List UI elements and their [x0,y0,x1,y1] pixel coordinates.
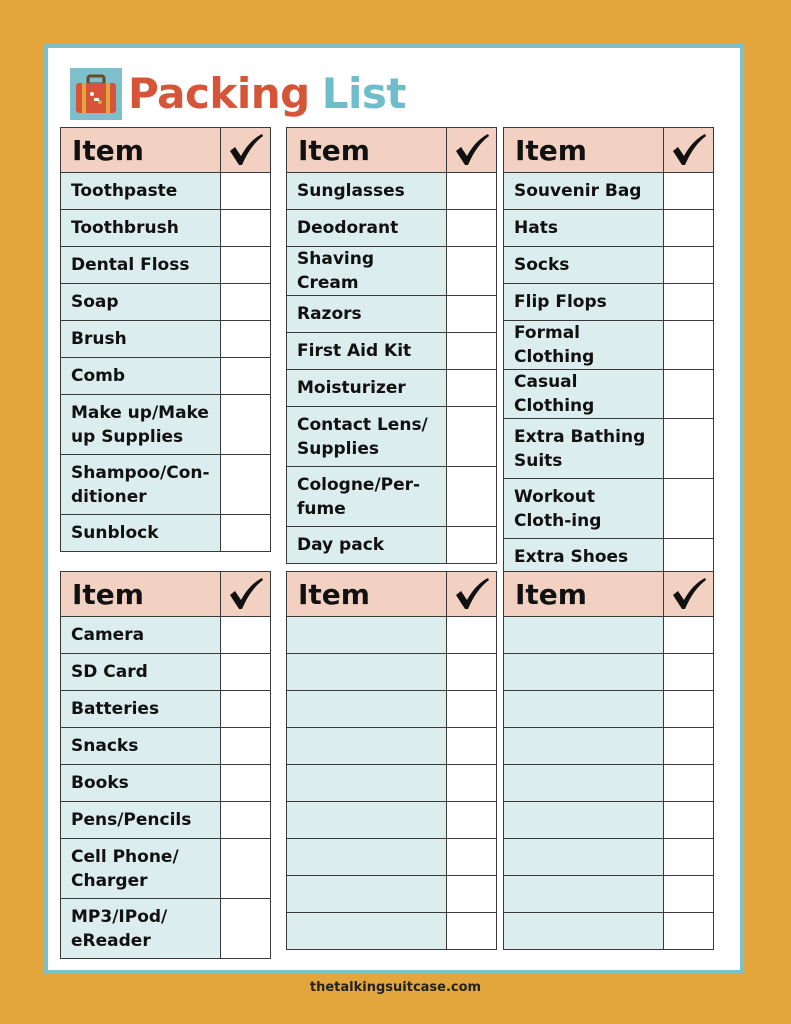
table-row [504,419,714,479]
checkmark-icon [453,576,491,612]
check-box[interactable] [221,899,271,959]
item-cell: Snacks [61,728,221,765]
table-row [61,284,271,321]
item-cell: Sunglasses [287,173,447,210]
check-box[interactable] [664,370,714,419]
table-row [504,802,714,839]
item-cell: SD Card [61,654,221,691]
packing-table-4 [60,571,271,959]
header [70,66,406,122]
table-row [287,173,497,210]
check-box[interactable] [447,765,497,802]
item-cell[interactable] [504,839,664,876]
item-cell: Toothpaste [61,173,221,210]
table-row [504,839,714,876]
page-title [128,69,406,118]
table-row [504,876,714,913]
check-box[interactable] [447,617,497,654]
table-row [61,899,271,959]
check-box[interactable] [221,765,271,802]
item-cell: Flip Flops [504,284,664,321]
checkmark-icon [670,132,708,168]
check-box[interactable] [447,210,497,247]
table-row [287,876,497,913]
item-cell[interactable] [287,691,447,728]
check-box[interactable] [447,728,497,765]
item-cell: Brush [61,321,221,358]
item-cell: Pens/Pencils [61,802,221,839]
packing-table-1 [60,127,271,552]
check-box[interactable] [447,407,497,467]
check-box[interactable] [447,173,497,210]
packing-table-5 [286,571,497,950]
table-row [287,839,497,876]
check-box[interactable] [221,691,271,728]
item-cell: Formal Clothing [504,321,664,370]
title-word-packing: Packing [128,69,310,118]
check-box[interactable] [447,333,497,370]
item-cell: Cell Phone/ Charger [61,839,221,899]
check-box[interactable] [664,419,714,479]
column-header-item: Item [287,572,447,617]
check-box[interactable] [664,284,714,321]
item-cell: Socks [504,247,664,284]
item-cell: Shampoo/Con-ditioner [61,455,221,515]
check-box[interactable] [664,802,714,839]
check-box[interactable] [221,839,271,899]
table-row [287,617,497,654]
item-cell: Camera [61,617,221,654]
table-row [61,321,271,358]
table-row [287,527,497,564]
item-cell[interactable] [287,876,447,913]
check-box[interactable] [447,802,497,839]
table-row [61,765,271,802]
item-cell: Razors [287,296,447,333]
check-box[interactable] [664,876,714,913]
check-box[interactable] [664,765,714,802]
column-header-item: Item [504,128,664,173]
table-row [504,913,714,950]
check-box[interactable] [221,654,271,691]
table-row [61,839,271,899]
check-box[interactable] [447,296,497,333]
table-row [61,654,271,691]
checkmark-icon [227,576,265,612]
item-cell: Hats [504,210,664,247]
item-cell[interactable] [504,802,664,839]
check-box[interactable] [221,515,271,552]
column-header-check [664,128,714,173]
check-box[interactable] [221,802,271,839]
table-row [504,370,714,419]
table-row [287,654,497,691]
check-box[interactable] [221,247,271,284]
packing-table-2 [286,127,497,564]
check-box[interactable] [221,617,271,654]
check-box[interactable] [221,395,271,455]
table-row [287,210,497,247]
table-row [504,765,714,802]
item-cell: Extra Bathing Suits [504,419,664,479]
table-row [504,247,714,284]
checkmark-icon [453,132,491,168]
item-cell[interactable] [504,876,664,913]
table-row [61,617,271,654]
item-cell[interactable] [504,691,664,728]
check-box[interactable] [447,654,497,691]
table-row [504,617,714,654]
title-word-list: List [321,69,406,118]
table-row [287,296,497,333]
packing-table-6 [503,571,714,950]
check-box[interactable] [447,691,497,728]
item-cell: MP3/IPod/ eReader [61,899,221,959]
check-box[interactable] [664,210,714,247]
check-box[interactable] [664,479,714,539]
table-row [504,321,714,370]
item-cell: Toothbrush [61,210,221,247]
check-box[interactable] [664,617,714,654]
item-cell: Shaving Cream [287,247,447,296]
item-cell[interactable] [504,728,664,765]
check-box[interactable] [221,728,271,765]
item-cell: First Aid Kit [287,333,447,370]
check-box[interactable] [221,455,271,515]
item-cell: Books [61,765,221,802]
check-box[interactable] [447,247,497,296]
item-cell: Souvenir Bag [504,173,664,210]
check-box[interactable] [447,839,497,876]
item-cell: Extra Shoes [504,539,664,576]
table-row [504,728,714,765]
table-row [61,802,271,839]
column-header-check [221,572,271,617]
table-row [287,728,497,765]
table-row [287,467,497,527]
check-box[interactable] [664,728,714,765]
table-row [287,691,497,728]
table-row [504,654,714,691]
table-row [504,691,714,728]
column-header-check [664,572,714,617]
item-cell[interactable] [504,913,664,950]
check-box[interactable] [221,358,271,395]
table-row [287,765,497,802]
item-cell: Make up/Make up Supplies [61,395,221,455]
table-row [61,728,271,765]
item-cell[interactable] [287,765,447,802]
column-header-check [447,572,497,617]
check-box[interactable] [221,210,271,247]
column-header-check [221,128,271,173]
column-header-check [447,128,497,173]
table-row [61,210,271,247]
item-cell: Comb [61,358,221,395]
table-row [504,539,714,576]
suitcase-icon [70,68,122,120]
packing-table-3 [503,127,714,576]
checkmark-icon [670,576,708,612]
item-cell[interactable] [504,654,664,691]
item-cell: Dental Floss [61,247,221,284]
table-row [287,247,497,296]
table-row [61,691,271,728]
table-row [504,173,714,210]
item-cell: Deodorant [287,210,447,247]
item-cell: Sunblock [61,515,221,552]
check-box[interactable] [664,913,714,950]
item-cell: Casual Clothing [504,370,664,419]
check-box[interactable] [221,173,271,210]
checkmark-icon [227,132,265,168]
check-box[interactable] [447,467,497,527]
table-row [61,455,271,515]
item-cell[interactable] [287,654,447,691]
check-box[interactable] [221,284,271,321]
table-row [287,913,497,950]
item-cell[interactable] [287,802,447,839]
check-box[interactable] [447,527,497,564]
item-cell[interactable] [287,617,447,654]
check-box[interactable] [447,370,497,407]
footer-website: thetalkingsuitcase.com [309,980,482,995]
table-row [287,802,497,839]
check-box[interactable] [664,247,714,284]
item-cell: Workout Cloth-ing [504,479,664,539]
column-header-item: Item [61,572,221,617]
table-row [287,407,497,467]
check-box[interactable] [664,321,714,370]
item-cell[interactable] [287,913,447,950]
table-row [61,515,271,552]
item-cell[interactable] [287,728,447,765]
check-box[interactable] [664,691,714,728]
item-cell[interactable] [287,839,447,876]
table-row [287,333,497,370]
item-cell: Contact Lens/ Supplies [287,407,447,467]
check-box[interactable] [664,173,714,210]
column-header-item: Item [287,128,447,173]
table-row [504,284,714,321]
table-row [61,358,271,395]
item-cell: Day pack [287,527,447,564]
table-row [61,247,271,284]
table-row [504,210,714,247]
table-row [287,370,497,407]
check-box[interactable] [221,321,271,358]
item-cell: Cologne/Per-fume [287,467,447,527]
check-box[interactable] [447,913,497,950]
check-box[interactable] [664,654,714,691]
column-header-item: Item [504,572,664,617]
table-row [61,173,271,210]
item-cell: Batteries [61,691,221,728]
item-cell: Moisturizer [287,370,447,407]
check-box[interactable] [447,876,497,913]
item-cell[interactable] [504,617,664,654]
table-row [504,479,714,539]
check-box[interactable] [664,839,714,876]
column-header-item: Item [61,128,221,173]
item-cell: Soap [61,284,221,321]
table-row [61,395,271,455]
check-box[interactable] [664,539,714,576]
item-cell[interactable] [504,765,664,802]
